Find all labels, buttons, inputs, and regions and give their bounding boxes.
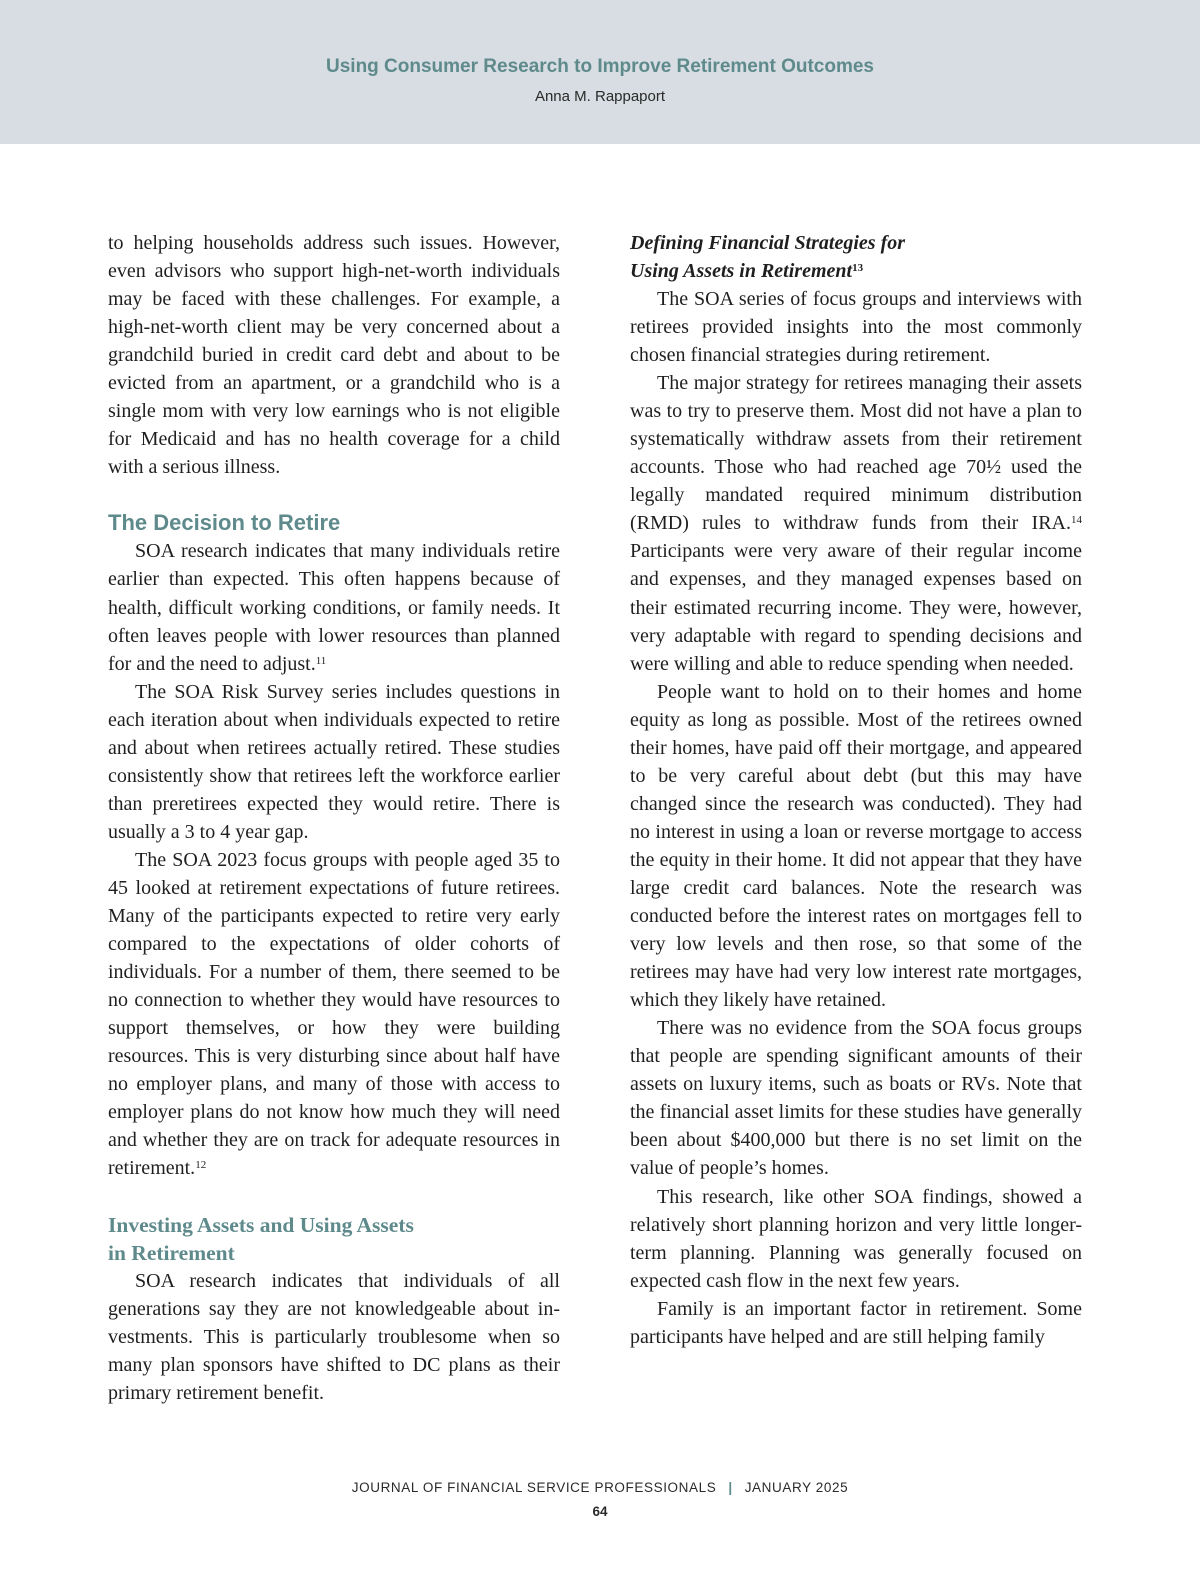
paragraph: The SOA series of focus groups and interviews with retirees provided insights into the most commonly chosen financial strategies during retirement. xyxy=(630,288,1082,367)
paragraph-text: Participants were very aware of their regular income and expenses, and they managed expenses based on their estimated recurring income. They were, however, very adaptable with regard to spending decisions and were willing and able to reduce spending when needed. xyxy=(630,540,1082,675)
running-footer xyxy=(0,1480,1200,1495)
paragraph xyxy=(108,846,560,1183)
footnote-ref-11: 11 xyxy=(315,654,327,667)
paragraph-text: SOA research indicates that many individuals retire earlier than expected. This often happens because of health, difficult working conditions, or family needs. It often leaves people with lower resources than planned for and the need to adjust. xyxy=(108,540,560,675)
article-author: Anna M. Rappaport xyxy=(534,88,666,105)
subheading-financial-strategies xyxy=(630,229,1082,285)
paragraph: to helping households address such issues. However, even advisors who support high-net-worth individuals may be faced with these challenges. For example, a high-net-worth client may be very concerned about a grandchild buried in credit card debt and about to be evicted from an apartment, or a grandchild who is a single mom with very low earnings who is not eligible for Medicaid and has no health coverage for a child with a serious illness. xyxy=(108,232,560,479)
paragraph-text: The major strategy for retirees managing their assets was to try to preserve them. Most did not have a plan to systematically withdraw assets from their retirement accounts. Those who had reached age 70½ used the legally mandated required minimum distribution (RMD) rules to withdraw funds from their IRA. xyxy=(630,372,1082,535)
page-number: 64 xyxy=(592,1504,608,1519)
heading-line: in Retirement xyxy=(108,1240,235,1265)
heading-line: Defining Financial Strategies for xyxy=(630,232,906,254)
footnote-ref-13: 13 xyxy=(852,262,864,274)
article-title: Using Consumer Research to Improve Retirement Outcomes xyxy=(326,56,874,77)
paragraph xyxy=(630,369,1082,678)
footnote-ref-14: 14 xyxy=(1071,514,1082,527)
heading-line: Using Assets in Retirement xyxy=(630,260,853,282)
section-heading-decision-to-retire: The Decision to Retire xyxy=(108,510,341,536)
paragraph: There was no evidence from the SOA focus groups that people are spending significant amounts of their assets on luxury items, such as boats or RVs. Note that the financial asset limits for these studies have generally been about $400,000 but there is no set limit on the value of people’s homes. xyxy=(630,1017,1082,1180)
paragraph: This research, like other SOA findings, showed a relatively short planning horizon and very little longer-term planning. Planning was generally focused on expected cash flow in the next few years. xyxy=(630,1185,1082,1292)
footnote-ref-12: 12 xyxy=(195,1159,207,1172)
paragraph: People want to hold on to their homes and home equity as long as possible. Most of the retirees owned their homes, have paid off their mortgage, and appeared to be very careful about debt (but this may have changed since the research was conducted). They had no interest in using a loan or reverse mortgage to access the equity in their home. It did not appear that they have large credit card balances. Note the research was conducted before the interest rates on mortgages fell to very low levels and then rose, so that some of the retirees may have had very low interest rate mortgages, which they likely have retained. xyxy=(630,680,1082,1012)
issue-date: JANUARY 2025 xyxy=(744,1480,849,1495)
running-header xyxy=(0,0,1200,144)
paragraph xyxy=(108,537,560,677)
journal-name: JOURNAL OF FINANCIAL SERVICE PROFESSIONALS xyxy=(351,1480,717,1495)
footer-separator: | xyxy=(728,1480,733,1495)
paragraph: The SOA Risk Survey series includes questions in each iteration about when individuals expected to retire and about when retirees actually retired. These studies consistently show that retirees left the workforce earlier than preretirees expected they would retire. There is usually a 3 to 4 year gap. xyxy=(108,680,560,843)
paragraph: SOA research indicates that individuals of all generations say they are not knowledgeable about investments. This is particularly troublesome when so many plan sponsors have shifted to DC plans as their primary retirement benefit. xyxy=(108,1269,560,1404)
right-column xyxy=(630,229,1082,1351)
heading-line: Investing Assets and Using Assets xyxy=(108,1212,414,1237)
section-heading-investing-assets xyxy=(108,1211,560,1267)
paragraph: Family is an important factor in retirement. Some participants have helped and are still helping family xyxy=(630,1297,1082,1348)
left-column xyxy=(108,229,560,1407)
paragraph-text: The SOA 2023 focus groups with people aged 35 to 45 looked at retirement expectations of future retirees. Many of the participants expected to retire very early compared to the expectations of older cohorts of individuals. For a number of them, there seemed to be no connection to whether they would have resources to support themselves, or how they were building resources. This is very disturbing since about half have no employer plans, and many of those with access to employer plans do not know how much they will need and whether they are on track for adequate resources in retirement. xyxy=(108,848,560,1180)
